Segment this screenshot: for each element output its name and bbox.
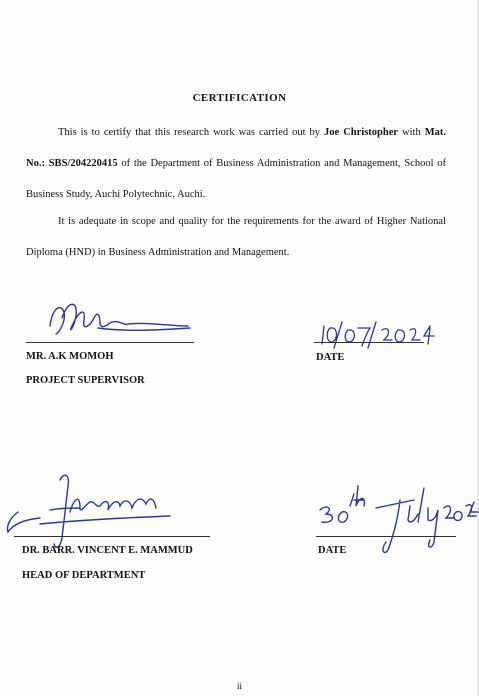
hod-date-line bbox=[316, 536, 456, 537]
supervisor-handwritten-date bbox=[318, 318, 448, 350]
hod-date-label: DATE bbox=[318, 545, 347, 556]
student-name: Joe Christopher bbox=[324, 127, 399, 138]
hod-signature-line bbox=[14, 536, 210, 537]
page-title: CERTIFICATION bbox=[192, 92, 287, 104]
certification-paragraph bbox=[26, 117, 446, 210]
mat-prefix: with bbox=[402, 127, 425, 138]
hod-name: DR. BARR. VINCENT E. MAMMUD bbox=[22, 545, 193, 556]
adequacy-paragraph: It is adequate in scope and quality for the requirements for the award of Higher National Diploma (HND) in Business Administration and Management. bbox=[26, 216, 446, 258]
supervisor-date-label: DATE bbox=[316, 352, 345, 363]
supervisor-signature-line bbox=[26, 342, 194, 343]
matric-number: Mat. No.: SBS/204220415 bbox=[26, 127, 447, 169]
intro-text: This is to certify that this research work was carried out by bbox=[58, 127, 325, 138]
supervisor-signature bbox=[38, 296, 198, 346]
department-text: of the Department of Business Administration and Management, School of Business Study, Auchi Polytechnic, Auchi. bbox=[26, 158, 446, 200]
hod-role: HEAD OF DEPARTMENT bbox=[22, 570, 146, 581]
supervisor-date-line bbox=[314, 342, 424, 343]
supervisor-role: PROJECT SUPERVISOR bbox=[26, 375, 145, 386]
page-number: ii bbox=[236, 681, 242, 691]
supervisor-name: MR. A.K MOMOH bbox=[26, 351, 114, 362]
